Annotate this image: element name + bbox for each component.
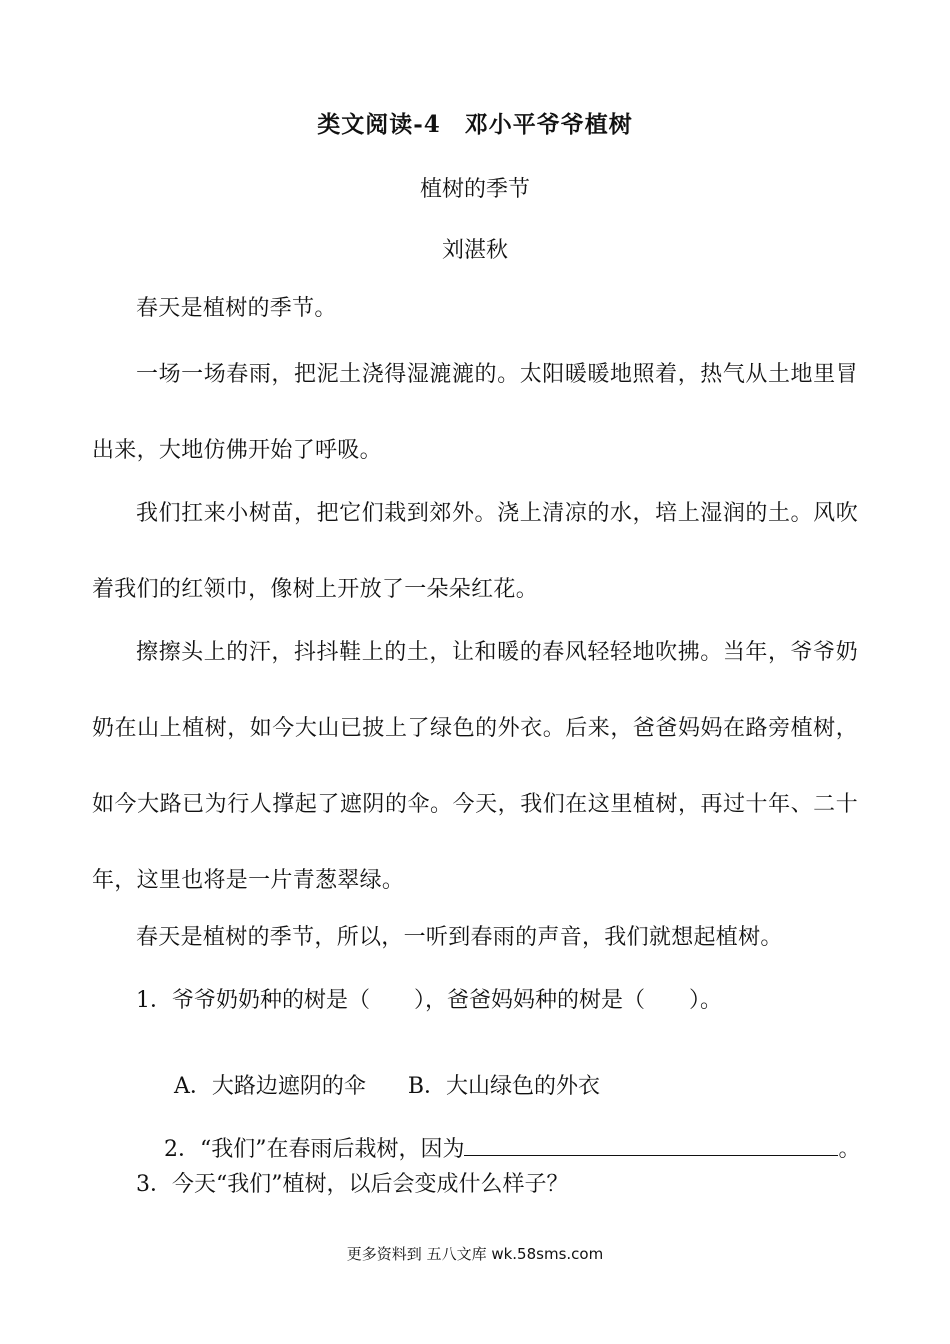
question-2-text: 2．“我们”在春雨后栽树，因为 xyxy=(163,1137,465,1162)
option-a: A．大路边遮阴的伞 xyxy=(173,1074,366,1099)
answer-blank xyxy=(464,1133,838,1156)
paragraph-4: 擦擦头上的汗，抖抖鞋上的土，让和暖的春风轻轻地吹拂。当年，爷爷奶奶在山上植树，如今大山已披上了绿色的外衣。后来，爸爸妈妈在路旁植树，如今大路已为行人撑起了遮阴的伞。今天，我们在这里植树，再过十年、二十年，这里也将是一片青葱翠绿。 xyxy=(92,640,858,893)
question-3: 3．今天“我们”植树，以后会变成什么样子？ xyxy=(136,1172,569,1197)
paragraph-5: 春天是植树的季节，所以，一听到春雨的声音，我们就想起植树。 xyxy=(136,925,783,950)
paragraph-1: 春天是植树的季节。 xyxy=(136,296,337,321)
paragraph-2: 一场一场春雨，把泥土浇得湿漉漉的。太阳暖暖地照着，热气从土地里冒出来，大地仿佛开始了呼吸。 xyxy=(92,362,858,463)
paragraph-3: 我们扛来小树苗，把它们栽到郊外。浇上清凉的水，培上湿润的土。风吹着我们的红领巾，像树上开放了一朵朵红花。 xyxy=(92,501,858,602)
footer-watermark: 更多资料到 五八文库 wk.58sms.com xyxy=(346,1245,604,1263)
page-title: 类文阅读-4 邓小平爷爷植树 xyxy=(317,111,633,138)
question-1: 1．爷爷奶奶种的树是（ ），爸爸妈妈种的树是（ ）。 xyxy=(136,988,722,1013)
article-author: 刘湛秋 xyxy=(441,238,508,263)
option-b: B．大山绿色的外衣 xyxy=(407,1074,601,1099)
question-2-end: 。 xyxy=(838,1137,861,1162)
article-title: 植树的季节 xyxy=(419,177,530,202)
